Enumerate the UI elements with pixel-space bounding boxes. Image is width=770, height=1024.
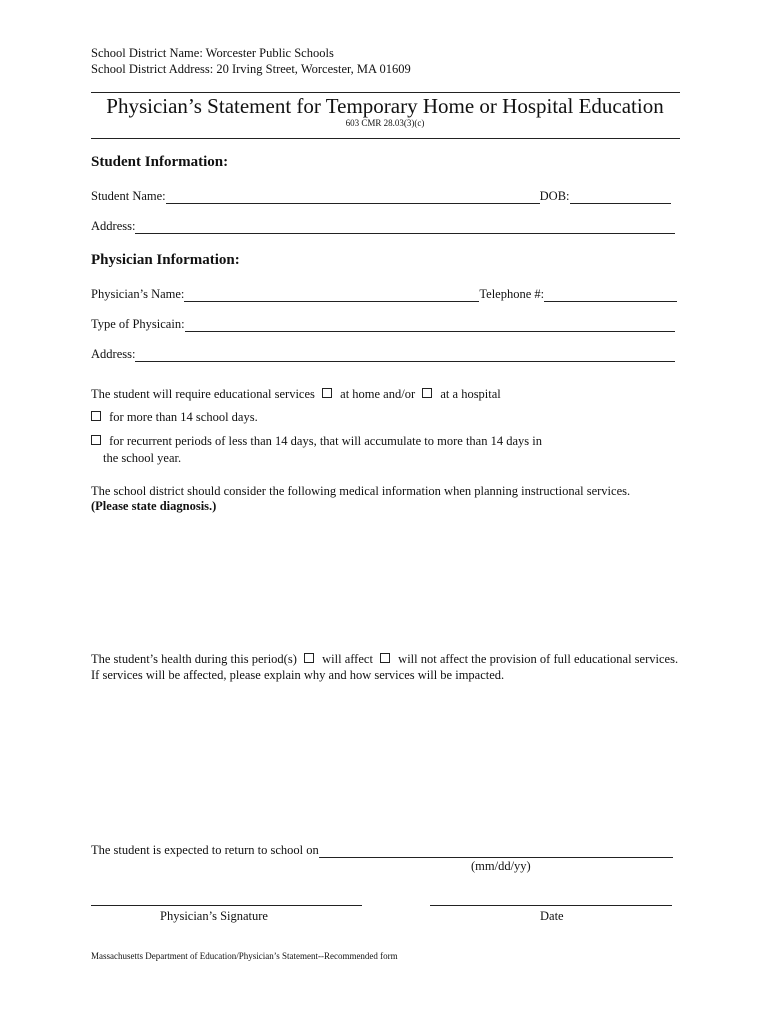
telephone-field[interactable] [544, 290, 677, 302]
return-date-label: The student is expected to return to school on [91, 843, 319, 857]
services-row [91, 387, 501, 402]
impact-explain-prompt: If services will be affected, please explain why and how services will be impacted. [91, 668, 505, 682]
regulation-reference: 603 CMR 28.03(3)(c) [345, 118, 425, 128]
signature-label: Physician’s Signature [160, 909, 268, 923]
dob-field[interactable] [570, 192, 671, 204]
diagnosis-prompt: (Please state diagnosis.) [91, 499, 217, 513]
student-name-field[interactable] [166, 192, 540, 204]
recurrent-checkbox[interactable] [91, 435, 101, 445]
physician-address-field[interactable] [135, 350, 675, 362]
title-rule [91, 138, 680, 139]
services-intro: The student will require educational services [91, 387, 315, 401]
more-days-label: for more than 14 school days. [109, 410, 258, 424]
student-address-label: Address: [91, 219, 136, 233]
physician-name-label: Physician’s Name: [91, 287, 185, 301]
recurrent-label-line1: for recurrent periods of less than 14 days, that will accumulate to more than 14 days in [109, 434, 542, 448]
telephone-label: Telephone #: [479, 287, 545, 301]
student-info-heading: Student Information: [91, 154, 229, 170]
health-row [91, 652, 678, 667]
form-footer: Massachusetts Department of Education/Physician’s Statement--Recommended form [91, 951, 398, 961]
district-name: School District Name: Worcester Public Schools [91, 46, 334, 60]
home-checkbox[interactable] [322, 388, 332, 398]
physician-type-field[interactable] [185, 320, 675, 332]
district-address: School District Address: 20 Irving Street, Worcester, MA 01609 [91, 62, 411, 76]
date-label: Date [540, 909, 564, 923]
will-not-affect-label: will not affect the provision of full educational services. [398, 652, 679, 666]
recurrent-label-line2: the school year. [103, 451, 182, 465]
signature-line[interactable] [91, 905, 362, 906]
will-affect-checkbox[interactable] [304, 653, 314, 663]
impact-explanation-area[interactable] [91, 690, 680, 830]
health-intro: The student’s health during this period(s) [91, 652, 297, 666]
recurrent-row [91, 434, 542, 449]
student-name-row [91, 189, 671, 204]
hospital-checkbox[interactable] [422, 388, 432, 398]
physician-address-row [91, 347, 675, 362]
will-not-affect-checkbox[interactable] [380, 653, 390, 663]
will-affect-label: will affect [322, 652, 373, 666]
physician-info-heading: Physician Information: [91, 252, 240, 268]
physician-name-field[interactable] [184, 290, 479, 302]
date-line[interactable] [430, 905, 672, 906]
student-name-label: Student Name: [91, 189, 166, 203]
return-date-field[interactable] [319, 846, 673, 858]
physician-name-row [91, 287, 677, 302]
student-address-field[interactable] [135, 222, 675, 234]
physician-type-row [91, 317, 675, 332]
hospital-option-label: at a hospital [440, 387, 501, 401]
home-option-label: at home and/or [340, 387, 416, 401]
student-address-row [91, 219, 675, 234]
date-format-hint: (mm/dd/yy) [471, 859, 531, 873]
medical-instruction: The school district should consider the following medical information when planning instructional services. [91, 484, 631, 498]
physician-type-label: Type of Physicain: [91, 317, 185, 331]
more-days-checkbox[interactable] [91, 411, 101, 421]
more-days-row [91, 410, 258, 425]
form-title: Physician’s Statement for Temporary Home or Hospital Education [106, 94, 664, 118]
top-rule [91, 92, 680, 93]
diagnosis-area[interactable] [91, 520, 680, 640]
return-date-row [91, 843, 673, 858]
dob-label: DOB: [539, 189, 570, 203]
physician-address-label: Address: [91, 347, 136, 361]
